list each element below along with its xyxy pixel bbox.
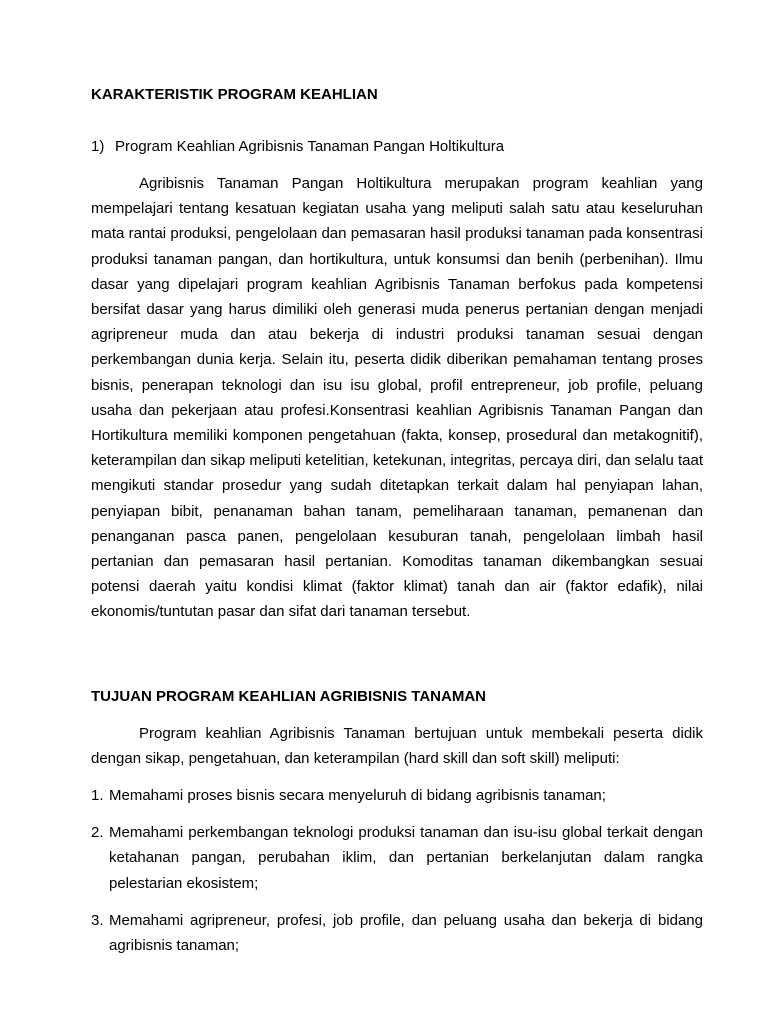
program-item-number: 1): [91, 138, 105, 155]
list-item-text: Memahami proses bisnis secara menyeluruh di bidang agribisnis tanaman;: [109, 787, 606, 804]
list-item-marker: 2.: [91, 824, 104, 842]
list-item: [91, 820, 703, 896]
karakteristik-paragraph: Agribisnis Tanaman Pangan Holtikultura merupakan program keahlian yang mempelajari tentang kesatuan kegiatan usaha yang meliputi salah satu atau keseluruhan mata rantai produksi, pengelolaan dan pemasaran hasil produksi tanaman pada konsentrasi produksi tanaman pangan, dan hortikultura, untuk konsumsi dan benih (perbenihan). Ilmu dasar yang dipelajari program keahlian Agribisnis Tanaman berfokus pada kompetensi bersifat dasar yang harus dimiliki oleh generasi muda penerus pertanian dengan menjadi agripreneur muda dan atau bekerja di industri produksi tanaman sesuai dengan perkembangan dunia kerja. Selain itu, peserta didik diberikan pemahaman tentang proses bisnis, penerapan teknologi dan isu isu global, profil entrepreneur, job profile, peluang usaha dan pekerjaan atau profesi.Konsentrasi keahlian Agribisnis Tanaman Pangan dan Hortikultura memiliki komponen pengetahuan (fakta, konsep, prosedural dan metakognitif), keterampilan dan sikap meliputi ketelitian, ketekunan, integritas, percaya diri, dan selalu taat mengikuti standar prosedur yang sudah ditetapkan terkait dalam hal penyiapan lahan, penyiapan bibit, penanaman bahan tanam, pemeliharaan tanaman, pemanenan dan penanganan pasca panen, pengelolaan kesuburan tanah, pengelolaan limbah hasil pertanian dan pemasaran hasil pertanian. Komoditas tanaman dikembangkan sesuai potensi daerah yaitu kondisi klimat (faktor klimat) tanah dan air (faktor edafik), nilai ekonomis/tuntutan pasar dan sifat dari tanaman tersebut.: [91, 175, 704, 621]
list-item: [91, 908, 703, 958]
list-item-marker: 1.: [91, 787, 104, 804]
list-item-text: Memahami agripreneur, profesi, job profile, dan peluang usaha dan bekerja di bidang agribisnis tanaman;: [109, 911, 703, 955]
tujuan-intro-paragraph: Program keahlian Agribisnis Tanaman bertujuan untuk membekali peserta didik dengan sikap, pengetahuan, dan keterampilan (hard skill dan soft skill) meliputi:: [91, 725, 703, 768]
program-item-title: [91, 137, 504, 157]
section-title-karakteristik: KARAKTERISTIK PROGRAM KEAHLIAN: [91, 86, 378, 103]
tujuan-list: [91, 783, 703, 958]
list-item-text: Memahami perkembangan teknologi produksi tanaman dan isu-isu global terkait dengan ketahanan pangan, perubahan iklim, dan pertanian berkelanjutan dalam rangka pelestarian ekosistem;: [109, 824, 703, 892]
list-item: [91, 783, 703, 808]
list-item-marker: 3.: [91, 911, 104, 929]
section-title-tujuan: TUJUAN PROGRAM KEAHLIAN AGRIBISNIS TANAMAN: [91, 688, 486, 705]
program-item-label: Program Keahlian Agribisnis Tanaman Pangan Holtikultura: [115, 138, 505, 155]
